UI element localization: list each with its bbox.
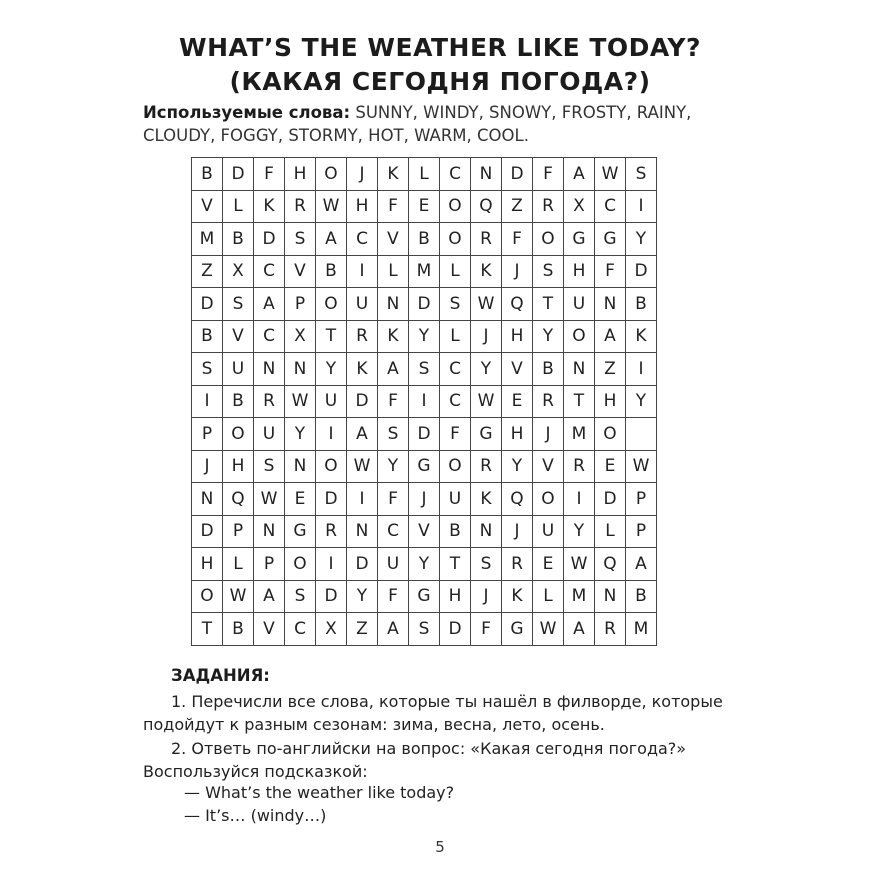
grid-cell: C — [347, 223, 378, 256]
grid-cell: I — [564, 483, 595, 516]
grid-cell: A — [626, 548, 657, 581]
grid-cell: S — [254, 450, 285, 483]
grid-cell: A — [316, 223, 347, 256]
grid-cell: D — [347, 548, 378, 581]
grid-cell: Y — [409, 320, 440, 353]
grid-cell: G — [409, 580, 440, 613]
grid-cell: Q — [595, 548, 626, 581]
grid-cell: U — [347, 288, 378, 321]
grid-cell: V — [502, 353, 533, 386]
grid-cell: Y — [285, 418, 316, 451]
grid-cell: G — [595, 223, 626, 256]
grid-cell: W — [595, 158, 626, 191]
grid-cell: S — [378, 418, 409, 451]
grid-cell: B — [192, 158, 223, 191]
grid-cell: X — [316, 613, 347, 646]
used-words-list: SUNNY, WINDY, SNOWY, FROSTY, RAINY, CLOUDY, FOGGY, STORMY, HOT, WARM, COOL. — [143, 103, 692, 145]
grid-cell: U — [316, 385, 347, 418]
grid-cell: R — [285, 190, 316, 223]
grid-cell: C — [254, 320, 285, 353]
grid-cell: C — [285, 613, 316, 646]
grid-cell: H — [223, 450, 254, 483]
grid-cell: N — [285, 353, 316, 386]
grid-cell: A — [564, 158, 595, 191]
page-subtitle: (КАКАЯ СЕГОДНЯ ПОГОДА?) — [229, 67, 651, 96]
grid-cell: W — [471, 288, 502, 321]
grid-cell: D — [595, 483, 626, 516]
grid-row — [192, 450, 657, 483]
grid-row — [192, 580, 657, 613]
grid-cell: T — [192, 613, 223, 646]
grid-cell: B — [440, 515, 471, 548]
grid-cell: R — [254, 385, 285, 418]
grid-cell: Z — [347, 613, 378, 646]
grid-cell: P — [254, 548, 285, 581]
grid-cell: H — [595, 385, 626, 418]
grid-cell: H — [347, 190, 378, 223]
grid-cell: F — [502, 223, 533, 256]
grid-cell: D — [347, 385, 378, 418]
grid-cell: A — [564, 613, 595, 646]
grid-cell: I — [626, 190, 657, 223]
grid-cell: O — [316, 288, 347, 321]
grid-cell: K — [502, 580, 533, 613]
grid-cell: K — [471, 255, 502, 288]
grid-cell: S — [223, 288, 254, 321]
grid-cell: D — [409, 418, 440, 451]
grid-cell: F — [254, 158, 285, 191]
grid-cell: X — [285, 320, 316, 353]
grid-cell: J — [192, 450, 223, 483]
grid-cell: K — [626, 320, 657, 353]
grid-cell: B — [409, 223, 440, 256]
grid-cell: O — [316, 450, 347, 483]
grid-cell: F — [378, 483, 409, 516]
grid-cell: B — [223, 223, 254, 256]
grid-cell: I — [626, 353, 657, 386]
grid-cell: F — [378, 580, 409, 613]
grid-cell: Q — [223, 483, 254, 516]
grid-cell: B — [533, 353, 564, 386]
grid-cell: W — [564, 548, 595, 581]
grid-cell: A — [254, 288, 285, 321]
grid-cell: V — [533, 450, 564, 483]
grid-cell: D — [223, 158, 254, 191]
grid-cell: S — [285, 223, 316, 256]
grid-row — [192, 548, 657, 581]
grid-cell: O — [316, 158, 347, 191]
grid-cell: L — [533, 580, 564, 613]
grid-cell: N — [254, 353, 285, 386]
grid-cell: Y — [471, 353, 502, 386]
grid-cell: S — [409, 353, 440, 386]
grid-cell: Q — [471, 190, 502, 223]
grid-cell: X — [564, 190, 595, 223]
grid-cell: A — [347, 418, 378, 451]
grid-cell: I — [192, 385, 223, 418]
grid-cell: Y — [409, 548, 440, 581]
grid-cell: L — [223, 190, 254, 223]
grid-cell: N — [595, 288, 626, 321]
grid-cell: R — [595, 613, 626, 646]
grid-cell: K — [378, 320, 409, 353]
grid-cell: O — [223, 418, 254, 451]
grid-cell: C — [440, 385, 471, 418]
grid-cell: C — [440, 158, 471, 191]
grid-cell: E — [502, 385, 533, 418]
grid-cell: U — [378, 548, 409, 581]
grid-cell: N — [192, 483, 223, 516]
grid-cell: K — [471, 483, 502, 516]
grid-cell: B — [626, 580, 657, 613]
grid-cell: P — [223, 515, 254, 548]
grid-cell: D — [440, 613, 471, 646]
grid-cell: I — [409, 385, 440, 418]
grid-cell: F — [440, 418, 471, 451]
grid-cell: O — [192, 580, 223, 613]
grid-cell: S — [440, 288, 471, 321]
grid-cell: D — [409, 288, 440, 321]
grid-cell: Z — [595, 353, 626, 386]
grid-cell: R — [471, 223, 502, 256]
grid-cell: H — [440, 580, 471, 613]
grid-cell: D — [316, 483, 347, 516]
grid-cell: L — [409, 158, 440, 191]
grid-cell: O — [533, 483, 564, 516]
grid-cell: N — [347, 515, 378, 548]
grid-row — [192, 613, 657, 646]
grid-row — [192, 353, 657, 386]
grid-cell: J — [471, 580, 502, 613]
grid-cell: V — [378, 223, 409, 256]
grid-row — [192, 320, 657, 353]
grid-cell: W — [533, 613, 564, 646]
grid-row — [192, 190, 657, 223]
page-title: WHAT’S THE WEATHER LIKE TODAY? — [179, 33, 701, 62]
grid-cell: Y — [347, 580, 378, 613]
grid-cell: M — [564, 580, 595, 613]
grid-cell: G — [285, 515, 316, 548]
grid-cell: Z — [502, 190, 533, 223]
grid-cell: R — [471, 450, 502, 483]
grid-cell: O — [440, 223, 471, 256]
grid-cell: W — [254, 483, 285, 516]
page-number: 5 — [435, 838, 445, 856]
grid-cell: H — [192, 548, 223, 581]
grid-cell: Y — [626, 223, 657, 256]
grid-cell: C — [378, 515, 409, 548]
grid-cell: J — [409, 483, 440, 516]
grid-cell: F — [378, 385, 409, 418]
grid-cell: S — [285, 580, 316, 613]
grid-cell: E — [285, 483, 316, 516]
grid-cell: H — [502, 418, 533, 451]
grid-cell: B — [316, 255, 347, 288]
grid-cell: T — [440, 548, 471, 581]
grid-cell: D — [192, 288, 223, 321]
hint-line-1: — What’s the weather like today? — [184, 783, 455, 802]
grid-cell: P — [192, 418, 223, 451]
grid-cell: J — [502, 255, 533, 288]
grid-cell: H — [564, 255, 595, 288]
grid-cell: O — [533, 223, 564, 256]
grid-cell: I — [316, 418, 347, 451]
grid-cell: C — [595, 190, 626, 223]
grid-row — [192, 515, 657, 548]
grid-cell: V — [223, 320, 254, 353]
grid-cell: N — [285, 450, 316, 483]
grid-cell: Y — [502, 450, 533, 483]
grid-cell: V — [254, 613, 285, 646]
grid-cell: O — [440, 450, 471, 483]
grid-cell: E — [595, 450, 626, 483]
task-1: 1. Перечисли все слова, которые ты нашёл в филворде, которые подойдут к разным сезонам: зима, весна, лето, осень. — [143, 692, 723, 734]
grid-cell: N — [378, 288, 409, 321]
grid-cell: E — [409, 190, 440, 223]
grid-cell: Y — [316, 353, 347, 386]
grid-cell: L — [440, 255, 471, 288]
grid-cell: L — [378, 255, 409, 288]
grid-cell: F — [533, 158, 564, 191]
task-2: 2. Ответь по-английски на вопрос: «Какая сегодня погода?» Воспользуйся подсказкой: — [143, 739, 687, 781]
grid-cell: V — [192, 190, 223, 223]
grid-cell: B — [626, 288, 657, 321]
grid-cell: V — [285, 255, 316, 288]
grid-cell: C — [254, 255, 285, 288]
grid-cell — [626, 418, 657, 451]
grid-cell: O — [440, 190, 471, 223]
grid-cell: V — [409, 515, 440, 548]
grid-cell: R — [564, 450, 595, 483]
grid-cell: T — [533, 288, 564, 321]
used-words — [143, 101, 743, 147]
grid-cell: Q — [502, 288, 533, 321]
grid-cell: R — [502, 548, 533, 581]
tasks-heading: ЗАДАНИЯ: — [171, 666, 270, 685]
grid-cell: O — [564, 320, 595, 353]
word-search-grid — [191, 157, 657, 646]
grid-cell: C — [440, 353, 471, 386]
grid-cell: K — [378, 158, 409, 191]
grid-cell: O — [595, 418, 626, 451]
grid-cell: G — [409, 450, 440, 483]
grid-cell: T — [316, 320, 347, 353]
grid-cell: S — [192, 353, 223, 386]
grid-cell: I — [347, 483, 378, 516]
grid-cell: Y — [533, 320, 564, 353]
grid-cell: W — [223, 580, 254, 613]
grid-cell: N — [471, 158, 502, 191]
grid-cell: J — [471, 320, 502, 353]
grid-cell: U — [440, 483, 471, 516]
hint-line-2: — It’s… (windy…) — [184, 806, 327, 825]
grid-cell: B — [192, 320, 223, 353]
grid-cell: W — [471, 385, 502, 418]
grid-cell: L — [440, 320, 471, 353]
grid-cell: J — [347, 158, 378, 191]
grid-cell: S — [533, 255, 564, 288]
grid-cell: Q — [502, 483, 533, 516]
grid-cell: P — [626, 515, 657, 548]
grid-cell: A — [378, 613, 409, 646]
grid-row — [192, 158, 657, 191]
grid-cell: W — [626, 450, 657, 483]
grid-cell: D — [316, 580, 347, 613]
grid-cell: W — [347, 450, 378, 483]
grid-cell: S — [471, 548, 502, 581]
grid-cell: Y — [626, 385, 657, 418]
grid-cell: A — [595, 320, 626, 353]
grid-cell: H — [502, 320, 533, 353]
grid-cell: Y — [378, 450, 409, 483]
grid-cell: M — [564, 418, 595, 451]
grid-row — [192, 288, 657, 321]
grid-row — [192, 418, 657, 451]
grid-cell: U — [254, 418, 285, 451]
grid-cell: P — [626, 483, 657, 516]
grid-cell: T — [564, 385, 595, 418]
grid-cell: N — [471, 515, 502, 548]
grid-cell: F — [595, 255, 626, 288]
grid-cell: M — [626, 613, 657, 646]
grid-cell: J — [533, 418, 564, 451]
grid-cell: U — [564, 288, 595, 321]
grid-cell: A — [378, 353, 409, 386]
grid-cell: W — [316, 190, 347, 223]
grid-cell: B — [223, 385, 254, 418]
grid-cell: G — [564, 223, 595, 256]
grid-cell: K — [254, 190, 285, 223]
grid-row — [192, 483, 657, 516]
grid-cell: W — [285, 385, 316, 418]
grid-cell: R — [347, 320, 378, 353]
grid-cell: R — [316, 515, 347, 548]
grid-cell: D — [192, 515, 223, 548]
grid-cell: U — [533, 515, 564, 548]
grid-row — [192, 255, 657, 288]
grid-cell: F — [378, 190, 409, 223]
grid-cell: G — [502, 613, 533, 646]
grid-cell: B — [223, 613, 254, 646]
grid-cell: J — [502, 515, 533, 548]
grid-cell: S — [626, 158, 657, 191]
grid-cell: K — [347, 353, 378, 386]
grid-cell: U — [223, 353, 254, 386]
grid-cell: N — [564, 353, 595, 386]
grid-cell: L — [595, 515, 626, 548]
grid-cell: D — [254, 223, 285, 256]
grid-cell: M — [192, 223, 223, 256]
grid-cell: H — [285, 158, 316, 191]
grid-cell: N — [254, 515, 285, 548]
grid-cell: I — [347, 255, 378, 288]
grid-cell: Y — [564, 515, 595, 548]
grid-cell: G — [471, 418, 502, 451]
grid-cell: I — [316, 548, 347, 581]
grid-cell: S — [409, 613, 440, 646]
grid-cell: M — [409, 255, 440, 288]
grid-cell: E — [533, 548, 564, 581]
grid-cell: Z — [192, 255, 223, 288]
grid-cell: P — [285, 288, 316, 321]
grid-cell: O — [285, 548, 316, 581]
grid-cell: L — [223, 548, 254, 581]
grid-cell: R — [533, 190, 564, 223]
grid-cell: N — [595, 580, 626, 613]
grid-cell: X — [223, 255, 254, 288]
grid-cell: D — [626, 255, 657, 288]
used-words-label: Используемые слова: — [143, 103, 351, 122]
grid-cell: D — [502, 158, 533, 191]
grid-cell: F — [471, 613, 502, 646]
grid-cell: R — [533, 385, 564, 418]
grid-cell: A — [254, 580, 285, 613]
grid-row — [192, 385, 657, 418]
grid-row — [192, 223, 657, 256]
